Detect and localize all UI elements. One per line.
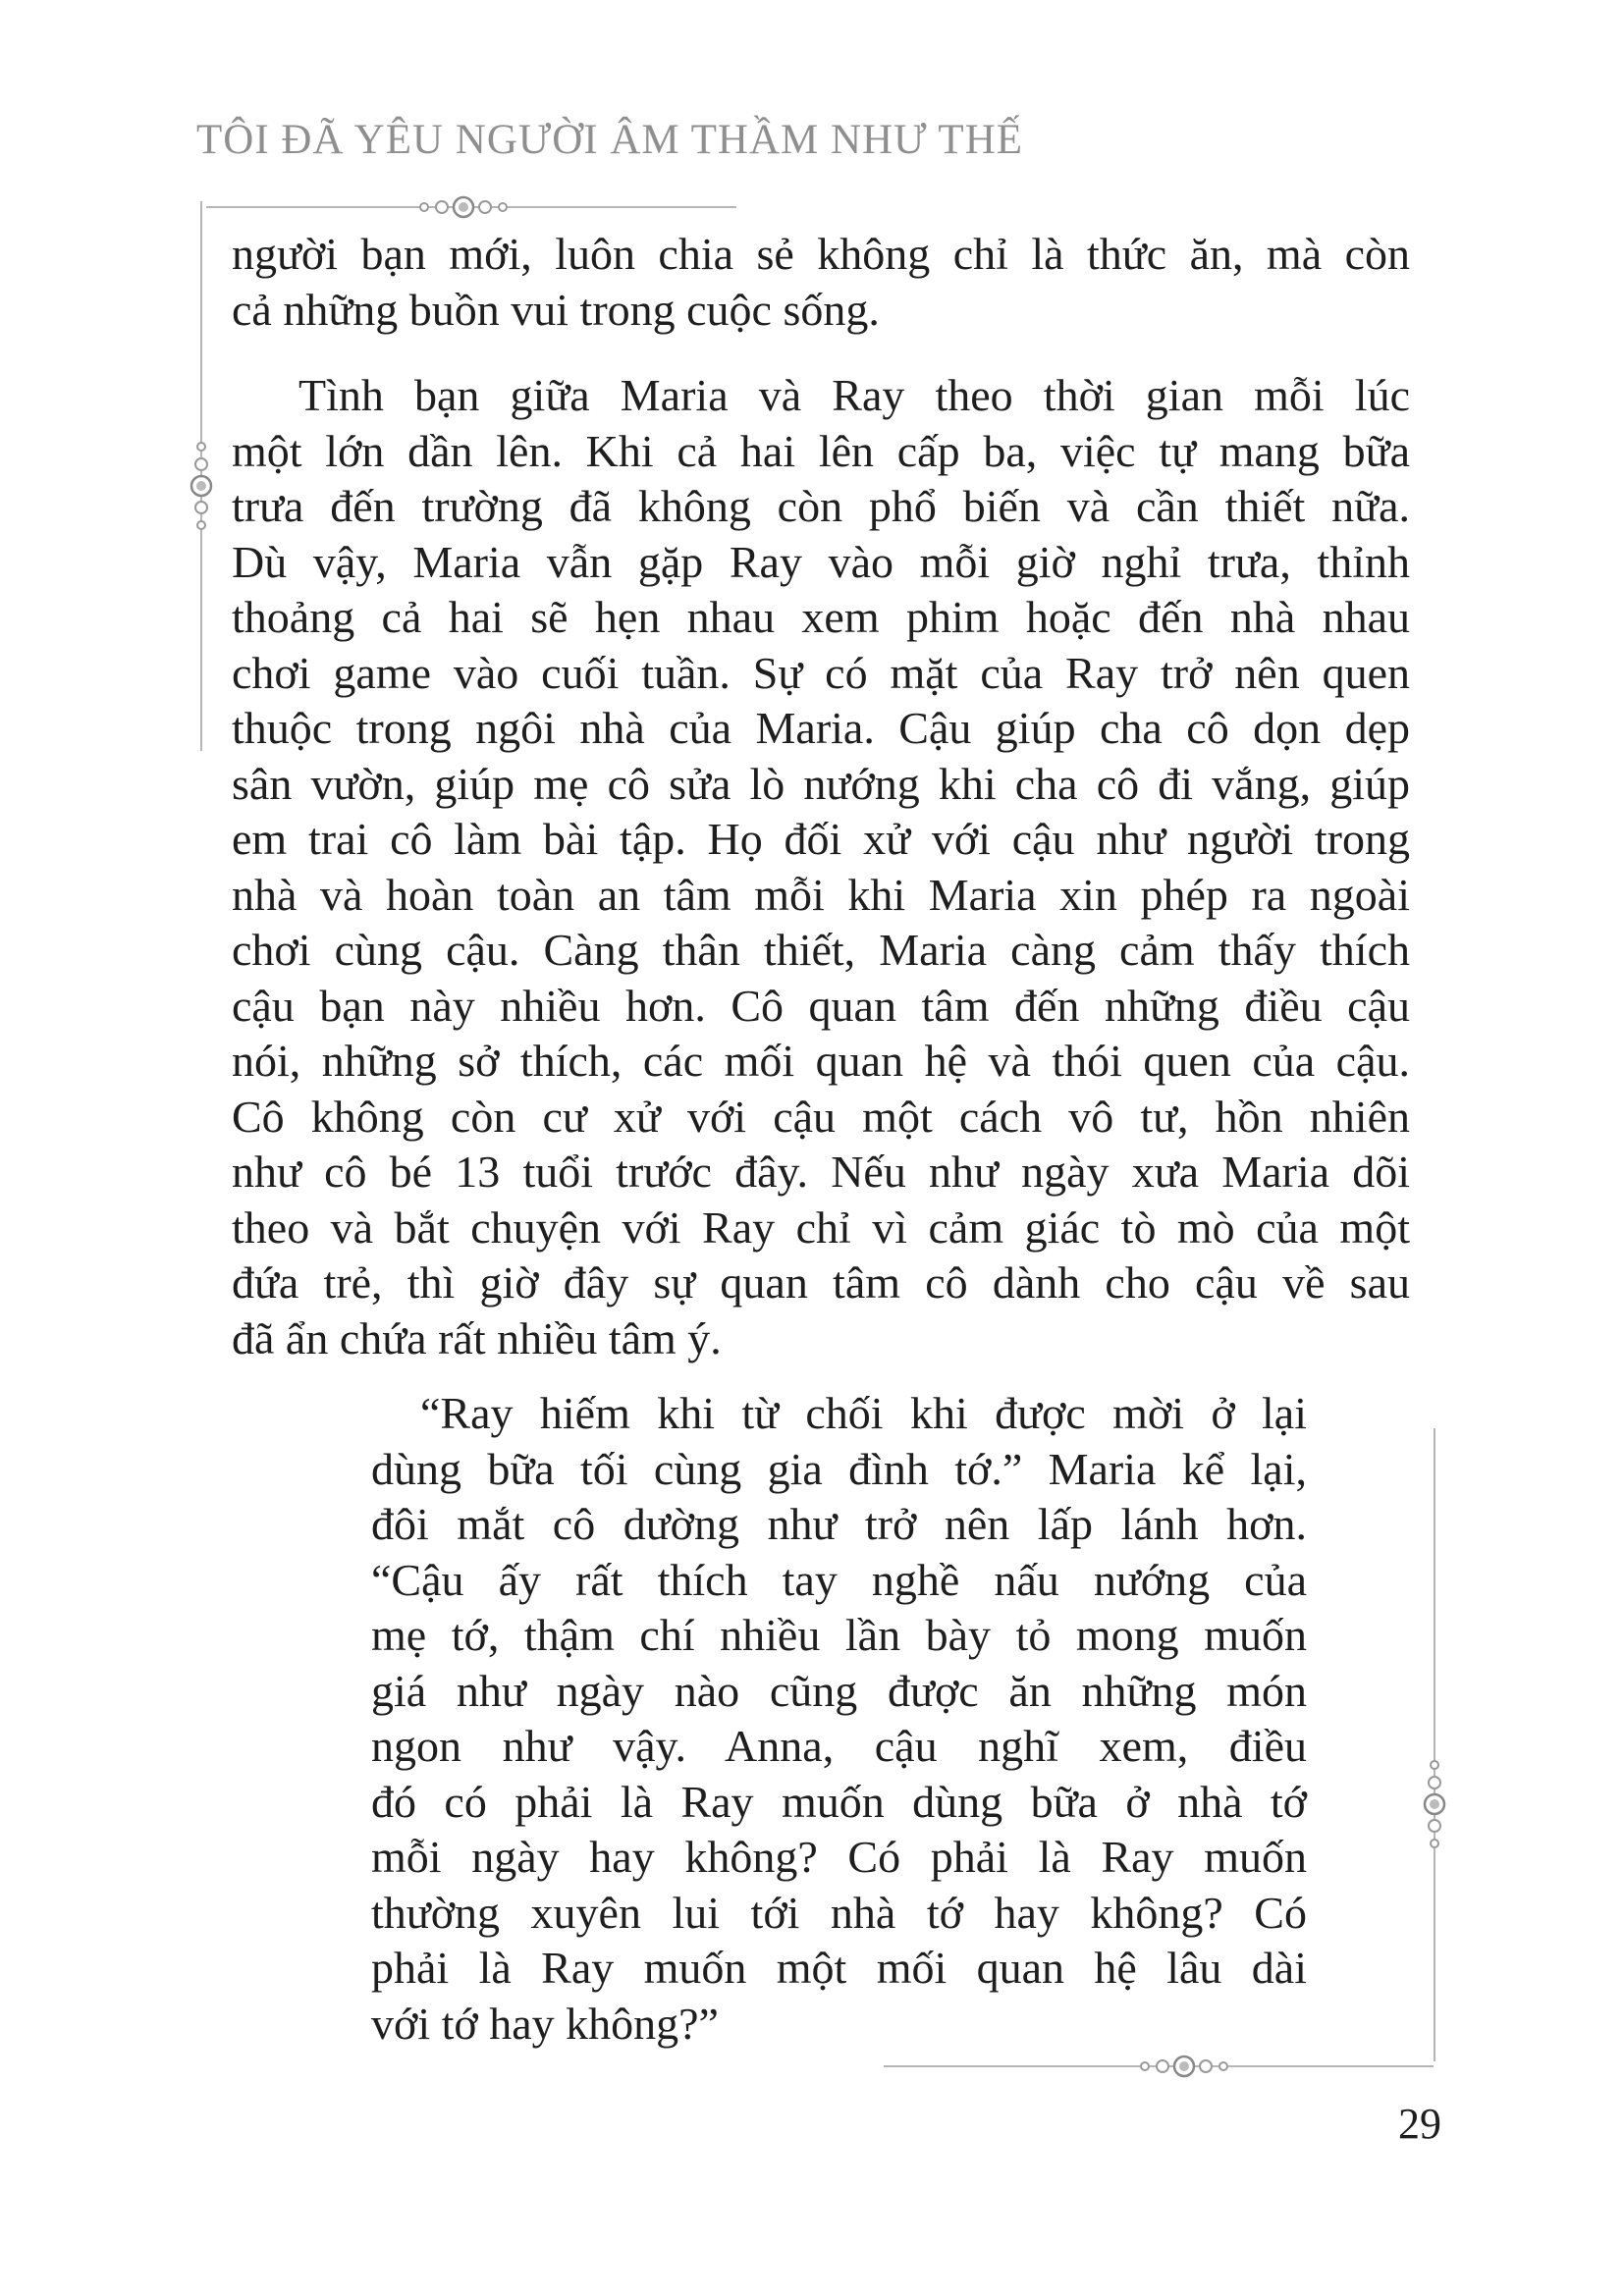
right-margin-ornament (1420, 1428, 1449, 2066)
text-line: Tình bạn giữa Maria và Ray theo thời gian mỗi lúc (298, 370, 1410, 420)
text-line: thoảng cả hai sẽ hẹn nhau xem phim hoặc đến nhà nhau (232, 592, 1410, 642)
text-line: mẹ tớ, thậm chí nhiều lần bày tỏ mong muốn (371, 1610, 1307, 1660)
footer-ornament (884, 2054, 1438, 2079)
paragraph-quote (371, 1386, 1307, 2052)
text-line: giá như ngày nào cũng được ăn những món (371, 1665, 1307, 1716)
text-line: đứa trẻ, thì giờ đây sự quan tâm cô dành cho cậu về sau (232, 1257, 1410, 1308)
text-line: một lớn dần lên. Khi cả hai lên cấp ba, việc tự mang bữa (232, 425, 1410, 476)
text-line: cậu bạn này nhiều hơn. Cô quan tâm đến những điều cậu (232, 980, 1410, 1031)
page-number: 29 (1398, 2100, 1441, 2148)
text-line: đã ẩn chứa rất nhiều tâm ý. (232, 1312, 722, 1363)
text-line: nhà và hoàn toàn an tâm mỗi khi Maria xin phép ra ngoài (232, 869, 1410, 920)
text-line: đôi mắt cô dường như trở nên lấp lánh hơn. (371, 1499, 1307, 1549)
text-line: cả những buồn vui trong cuộc sống. (232, 284, 880, 335)
text-line: ngon như vậy. Anna, cậu nghĩ xem, điều (371, 1721, 1307, 1771)
text-line: chơi cùng cậu. Càng thân thiết, Maria càng cảm thấy thích (232, 925, 1410, 975)
text-line: thuộc trong ngôi nhà của Maria. Cậu giúp cha cô dọn dẹp (232, 703, 1410, 753)
text-line: theo và bắt chuyện với Ray chỉ vì cảm giác tò mò của một (232, 1201, 1410, 1253)
running-header: TÔI ĐÃ YÊU NGƯỜI ÂM THẦM NHƯ THẾ (196, 117, 1024, 163)
text-line: với tớ hay không?” (371, 1998, 719, 2049)
text-line: thường xuyên lui tới nhà tớ hay không? Có (371, 1887, 1307, 1938)
text-line: trưa đến trường đã không còn phổ biến và cần thiết nữa. (232, 481, 1410, 531)
text-line: “Ray hiếm khi từ chối khi được mời ở lại (420, 1388, 1307, 1438)
text-line: “Cậu ấy rất thích tay nghề nấu nướng của (371, 1554, 1307, 1605)
paragraph-main (232, 368, 1410, 1366)
text-line: em trai cô làm bài tập. Họ đối xử với cậu như người trong (232, 814, 1410, 864)
text-line: dùng bữa tối cùng gia đình tớ.” Maria kể lại, (371, 1443, 1307, 1494)
text-line: phải là Ray muốn một mối quan hệ lâu dài (371, 1943, 1307, 1993)
text-line: sân vườn, giúp mẹ cô sửa lò nướng khi cha cô đi vắng, giúp (232, 758, 1410, 809)
paragraph-continuation (232, 227, 1410, 338)
text-line: Cô không còn cư xử với cậu một cách vô tư, hồn nhiên (232, 1091, 1410, 1142)
text-line: nói, những sở thích, các mối quan hệ và thói quen của cậu. (232, 1036, 1410, 1086)
text-line: chơi game vào cuối tuần. Sự có mặt của Ray trở nên quen (232, 647, 1410, 698)
text-line: người bạn mới, luôn chia sẻ không chỉ là thức ăn, mà còn (232, 229, 1410, 279)
header-ornament (206, 194, 756, 220)
left-margin-ornament (187, 201, 216, 761)
text-line: đó có phải là Ray muốn dùng bữa ở nhà tớ (371, 1776, 1307, 1827)
text-line: mỗi ngày hay không? Có phải là Ray muốn (371, 1832, 1307, 1882)
text-line: Dù vậy, Maria vẫn gặp Ray vào mỗi giờ nghỉ trưa, thỉnh (232, 536, 1410, 587)
text-line: như cô bé 13 tuổi trước đây. Nếu như ngày xưa Maria dõi (232, 1147, 1410, 1197)
